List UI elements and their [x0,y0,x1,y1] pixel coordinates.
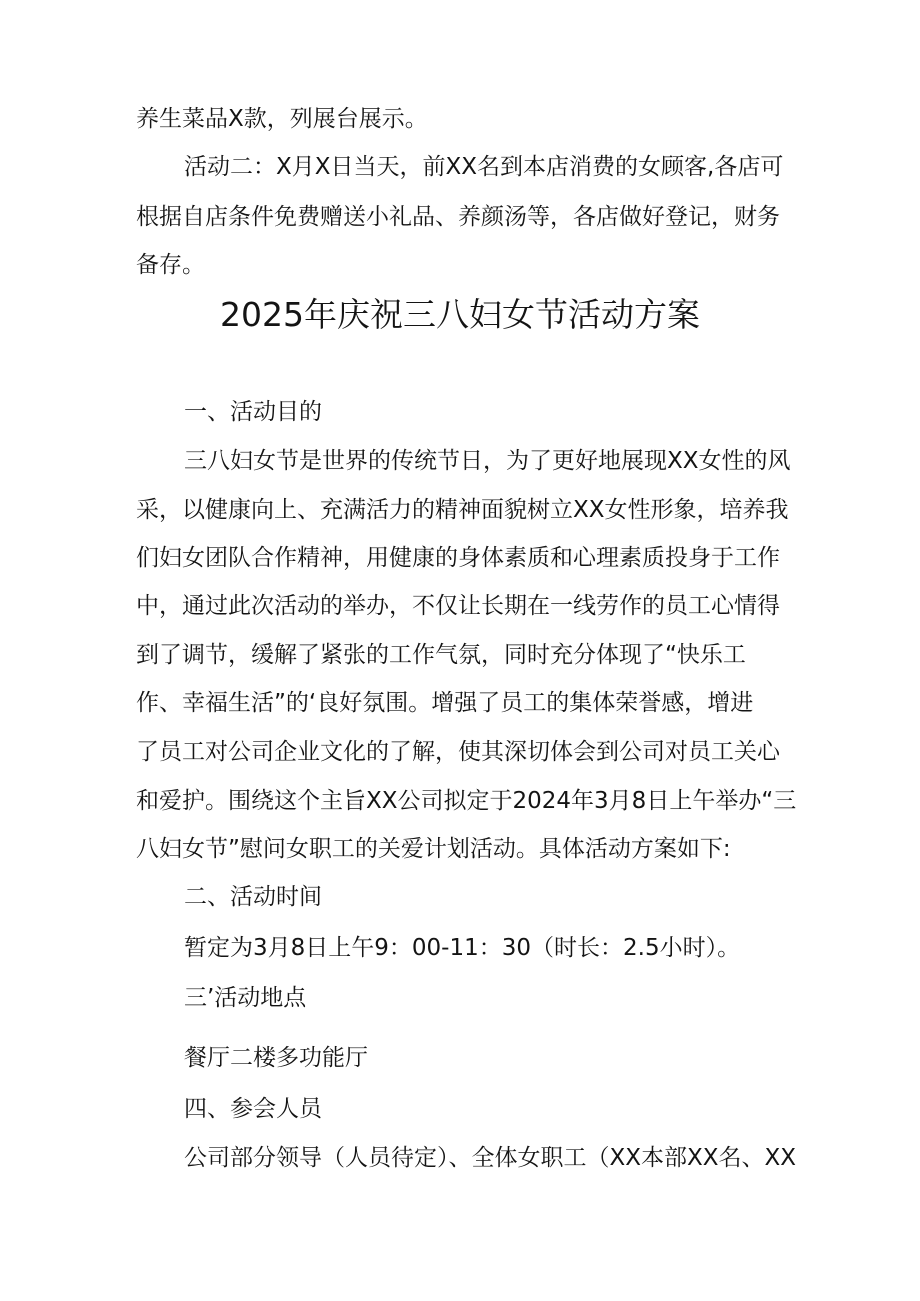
section-heading: 二、活动时间 [184,884,322,910]
paragraph-line: 了员工对公司企业文化的了解，使其深切体会到公司对员工关心 [136,739,780,765]
paragraph-line: 中，通过此次活动的举办，不仅让长期在一线劳作的员工心情得 [136,593,780,619]
section-heading: 四、参会人员 [184,1096,322,1122]
paragraph-line: 暂定为3月8日上午9：00-11：30（时长：2.5小时）。 [184,935,741,961]
paragraph-line: 作、幸福生活”的‘良好氛围。增强了员工的集体荣誉感，增进 [136,690,754,716]
paragraph-line: 采，以健康向上、充满活力的精神面貌树立XX女性形象，培养我 [136,497,789,523]
section-heading: 一、活动目的 [184,399,322,425]
paragraph-line: 们妇女团队合作精神，用健康的身体素质和心理素质投身于工作 [136,545,780,571]
paragraph-line: 和爱护。围绕这个主旨XX公司拟定于2024年3月8日上午举办“三 [136,788,796,814]
paragraph-line: 活动二：X月X日当天，前XX名到本店消费的女顾客,各店可 [184,154,784,180]
document-title: 2025年庆祝三八妇女节活动方案 [220,295,700,334]
section-heading: 三’活动地点 [184,985,307,1011]
paragraph-line: 八妇女节”慰问女职工的关爱计划活动。具体活动方案如下: [136,836,731,862]
paragraph-line: 养生菜品X款，列展台展示。 [136,106,428,132]
paragraph-line: 三八妇女节是世界的传统节日，为了更好地展现XX女性的风 [184,448,791,474]
paragraph-line: 根据自店条件免费赠送小礼品、养颜汤等，各店做好登记，财务 [136,204,780,230]
paragraph-line: 到了调节，缓解了紧张的工作气氛，同时充分体现了“快乐工 [136,642,746,668]
paragraph-line: 餐厅二楼多功能厅 [184,1045,368,1071]
paragraph-line: 备存。 [136,252,205,278]
paragraph-line: 公司部分领导（人员待定）、全体女职工（XX本部XX名、XX [184,1145,796,1171]
